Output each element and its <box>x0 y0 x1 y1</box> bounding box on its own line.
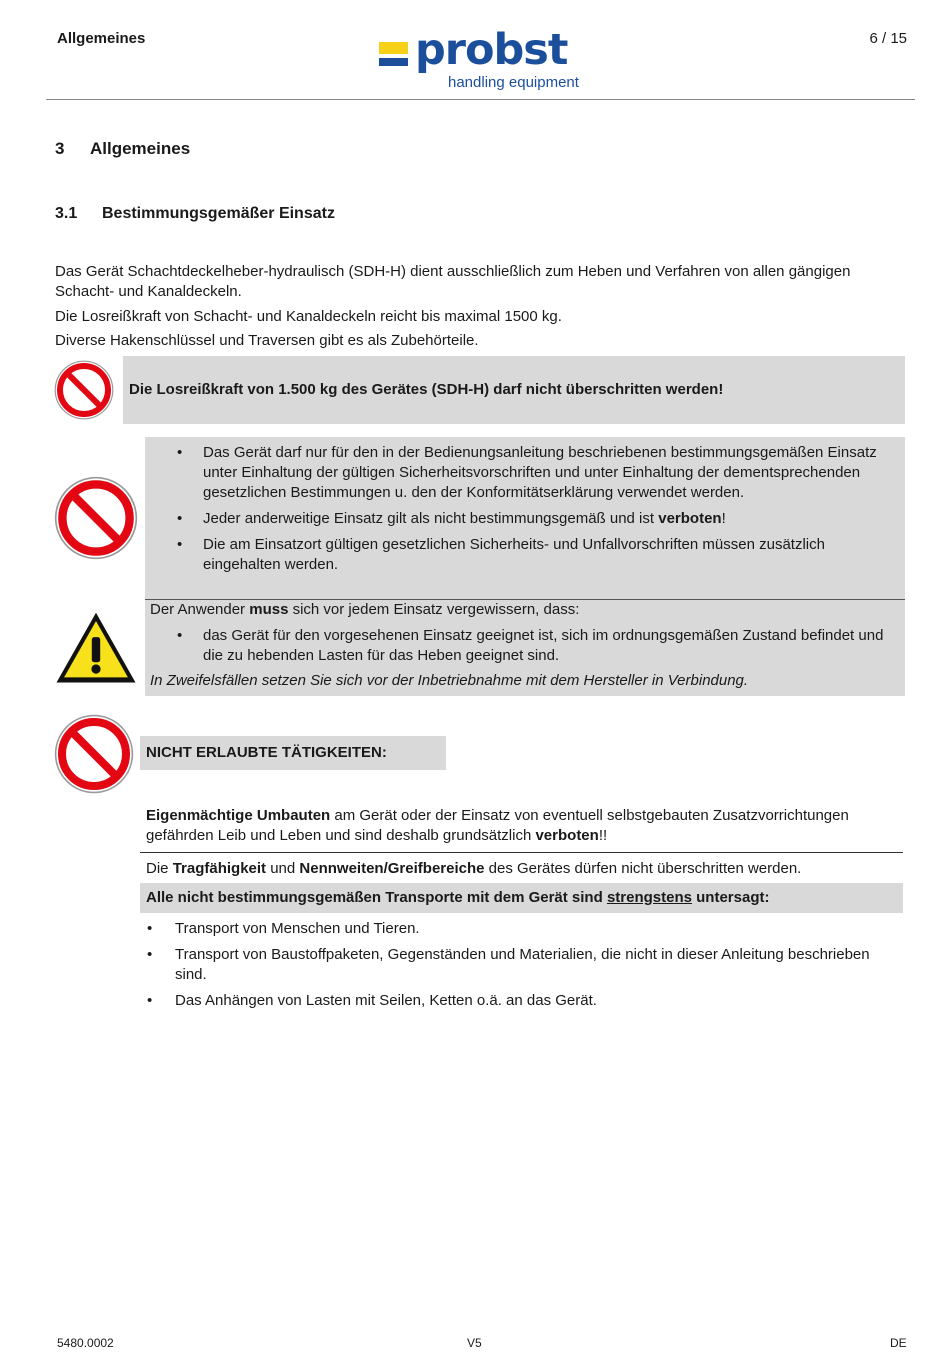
list-item: • Das Anhängen von Lasten mit Seilen, Ketten o.ä. an das Gerät. <box>145 991 905 1011</box>
heading-2 <box>55 203 335 225</box>
forbidden-p2-bold1: Tragfähigkeit <box>172 860 267 877</box>
list-item <box>145 509 885 529</box>
forbidden-divider <box>140 852 903 853</box>
forbidden-title-box <box>140 736 446 770</box>
prohibition-icon <box>54 476 138 560</box>
list-item-text: Jeder anderweitige Einsatz gilt als nicht bestimmungsgemäß und ist <box>203 510 659 527</box>
user-check-pre: Der Anwender <box>150 601 250 618</box>
footer-language: DE <box>890 1336 907 1350</box>
forbidden-p1-mid: am Gerät oder der Einsatz von eventuell selbstgebauten Zusatzvorrichtungen gefährden Leib und Leben und sind deshalb grundsätzlich <box>146 807 849 844</box>
logo-blue-bar <box>379 58 408 66</box>
manufacturer-note: In Zweifelsfällen setzen Sie sich vor der Inbetriebnahme mit dem Hersteller in Verbindung. <box>150 672 749 689</box>
heading-1 <box>55 138 190 160</box>
forbidden-p2-pre: Die <box>146 860 173 877</box>
forbidden-transport-box <box>140 883 903 913</box>
company-logo <box>379 25 591 95</box>
forbidden-paragraph-1 <box>146 806 896 846</box>
page-number: 6 / 15 <box>869 30 907 47</box>
conditions-list <box>145 443 885 581</box>
heading-2-number: 3.1 <box>55 205 78 222</box>
forbidden-paragraph-3 <box>146 888 769 908</box>
forbidden-p1-end: !! <box>598 827 608 844</box>
list-item-bold: verboten <box>658 510 722 527</box>
forbidden-p2-bold2: Nennweiten/Greifbereiche <box>299 860 485 877</box>
user-check-box <box>145 600 905 696</box>
prohibition-icon <box>54 714 134 794</box>
user-check-list <box>145 626 885 672</box>
header-divider <box>46 99 915 100</box>
forbidden-p2-post: des Gerätes dürfen nicht überschritten werden. <box>484 860 802 877</box>
list-item: • Transport von Baustoffpaketen, Gegenständen und Materialien, die nicht in dieser Anleitung beschrieben sind. <box>145 945 905 985</box>
warning-box-1 <box>123 356 905 424</box>
footer-version: V5 <box>467 1336 482 1350</box>
heading-2-text: Bestimmungsgemäßer Einsatz <box>102 205 335 222</box>
forbidden-p3-post: untersagt: <box>691 889 770 906</box>
logo-tagline: handling equipment <box>448 74 579 91</box>
logo-wordmark: probst <box>415 25 568 75</box>
forbidden-p3-underline: strengstens <box>606 889 692 906</box>
heading-1-text: Allgemeines <box>90 139 191 158</box>
forbidden-paragraph-2 <box>146 859 896 879</box>
intro-paragraph-3: Diverse Hakenschlüssel und Traversen gibt es als Zubehörteile. <box>55 332 479 349</box>
user-check-intro <box>150 600 579 620</box>
forbidden-title: NICHT ERLAUBTE TÄTIGKEITEN: <box>146 744 387 761</box>
user-check-post: sich vor jedem Einsatz vergewissern, dass: <box>288 601 580 618</box>
list-item: • Transport von Menschen und Tieren. <box>145 919 905 939</box>
intro-paragraph-2: Die Losreißkraft von Schacht- und Kanaldeckeln reicht bis maximal 1500 kg. <box>55 308 562 325</box>
warning-icon <box>54 610 138 686</box>
prohibition-icon <box>54 360 114 420</box>
user-check-bold: muss <box>249 601 289 618</box>
forbidden-p1-bold2: verboten <box>535 827 599 844</box>
logo-yellow-bar <box>379 42 408 54</box>
list-item-end: ! <box>721 510 726 527</box>
forbidden-p2-mid: und <box>266 860 300 877</box>
conditions-box <box>145 437 905 599</box>
forbidden-p1-bold: Eigenmächtige Umbauten <box>146 807 331 824</box>
intro-paragraph-1: Das Gerät Schachtdeckelheber-hydraulisch (SDH-H) dient ausschließlich zum Heben und Verfahren von allen gängigen Schacht- und Kanaldeckeln. <box>55 263 851 300</box>
warning-text-1: Die Losreißkraft von 1.500 kg des Gerätes (SDH-H) darf nicht überschritten werden! <box>129 381 724 398</box>
forbidden-p3-pre: Alle nicht bestimmungsgemäßen Transporte mit dem Gerät sind <box>146 889 607 906</box>
forbidden-list <box>145 919 905 1017</box>
list-item: • Das Gerät darf nur für den in der Bedienungsanleitung beschriebenen bestimmungsgemäßen Einsatz unter Einhaltung der gültigen Sicherheitsvorschriften und unter Einhaltung der dementsprechenden gesetzlichen Bestimmungen u. den der Konformitätserklärung verwendet werden. <box>145 443 885 503</box>
footer-doc-number: 5480.0002 <box>57 1336 114 1350</box>
list-item: • das Gerät für den vorgesehenen Einsatz geeignet ist, sich im ordnungsgemäßen Zustand befindet und die zu hebenden Lasten für das Heben geeignet sind. <box>145 626 885 666</box>
list-item: • Die am Einsatzort gültigen gesetzlichen Sicherheits- und Unfallvorschriften müssen zusätzlich eingehalten werden. <box>145 535 885 575</box>
heading-1-number: 3 <box>55 139 65 158</box>
header-section-title: Allgemeines <box>57 30 146 47</box>
